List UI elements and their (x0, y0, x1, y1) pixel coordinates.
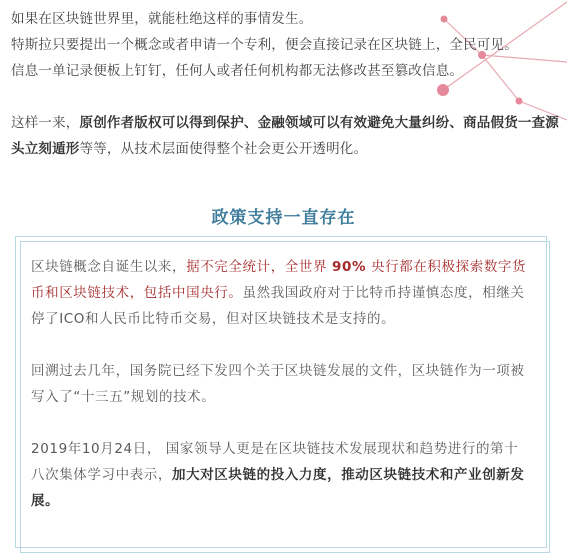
outcome-paragraph (11, 110, 559, 162)
box-paragraph-1 (31, 254, 528, 332)
box-p1-intro: 区块链概念自诞生以来， (31, 259, 187, 275)
outcome-bold: 原创作者版权可以得到保护、金融领域可以有效避免大量纠纷、商品假货一查源头立刻遁形 (11, 115, 559, 157)
quote-box (31, 254, 528, 514)
outcome-tail: 等等，从技术层面使得整个社会更公开透明化。 (79, 141, 368, 157)
intro-line-1: 如果在区块链世界里，就能杜绝这样的事情发生。 (11, 11, 313, 27)
intro-line-2: 特斯拉只要提出一个概念或者申请一个专利，便会直接记录在区块链上，全民可见。 (11, 37, 518, 53)
box-p1-rest: 虽然我国政府对于比特币持谨慎态度，相继关停了ICO和人民币比特币交易，但对区块链技术是支持的。 (31, 285, 525, 327)
intro-line-3: 信息一单记录便板上钉钉，任何人或者任何机构都无法修改甚至篡改信息。 (11, 63, 464, 79)
box-p3-bold: 加大对区块链的投入力度，推动区块链技术和产业创新发展。 (31, 467, 525, 509)
box-paragraph-3 (31, 436, 528, 514)
box-p1-stat-lead: 据不完全统计，全世界 (186, 259, 333, 275)
intro-paragraph (11, 6, 559, 84)
box-paragraph-2: 回溯过去几年，国务院已经下发四个关于区块链发展的文件，区块链作为一项被写入了“十三五”规划的技术。 (31, 363, 525, 405)
section-title: 政策支持一直存在 (211, 208, 356, 228)
outcome-lead: 这样一来， (11, 115, 80, 131)
box-p1-percent: 90% (332, 259, 367, 275)
box-p3-lead: 2019年10月24日， 国家领导人更是在区块链技术发展现状和趋势进行的第十八次集体学习中表示， (31, 441, 519, 483)
box-p1-stat-tail: 央行都在积极探索数字货币和区块链技术，包括中国央行。 (31, 259, 527, 301)
